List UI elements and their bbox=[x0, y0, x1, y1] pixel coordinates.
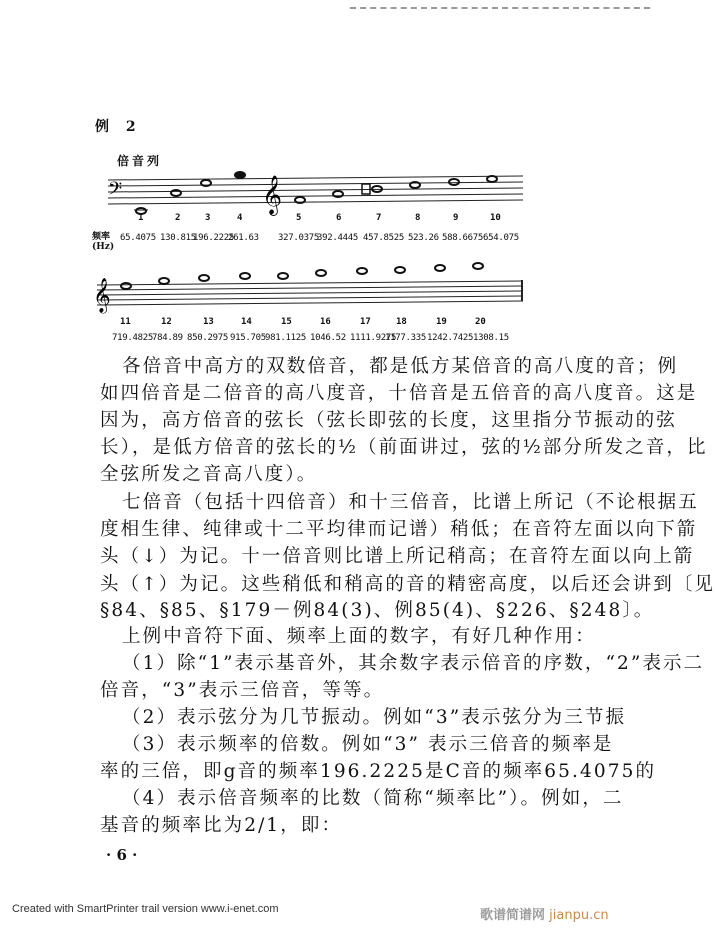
harmonic-number: 14 bbox=[241, 317, 252, 327]
harmonic-frequency: 588.6675 bbox=[442, 233, 483, 243]
harmonic-frequency: 719.4825 bbox=[112, 333, 153, 343]
body-line: 上例中音符下面、频率上面的数字，有好几种作用： bbox=[122, 626, 596, 647]
harmonic-number: 9 bbox=[453, 213, 459, 223]
harmonic-number: 5 bbox=[296, 213, 302, 223]
harmonic-number: 17 bbox=[360, 317, 371, 327]
frequency-label-text: 频率 bbox=[92, 232, 111, 242]
bass-clef-icon: 𝄢 bbox=[108, 179, 123, 204]
harmonic-frequency: 196.2225 bbox=[193, 233, 234, 243]
body-line: 全弦所发之音高八度）。 bbox=[100, 464, 318, 485]
body-line: 头（↓）为记。十一倍音则比谱上所记稍高；在音符左面以向上箭 bbox=[100, 546, 695, 567]
body-line: 如四倍音是二倍音的高八度音，十倍音是五倍音的高八度音。这是 bbox=[100, 383, 698, 404]
harmonic-number: 15 bbox=[281, 317, 292, 327]
harmonic-frequency: 457.8525 bbox=[363, 233, 404, 243]
harmonic-frequency: 130.815 bbox=[160, 233, 196, 243]
harmonic-frequency: 65.4075 bbox=[120, 233, 156, 243]
watermark-cn: 歌谱简谱网 bbox=[480, 908, 546, 923]
body-line: （3）表示频率的倍数。例如“3” 表示三倍音的频率是 bbox=[122, 734, 614, 755]
page-number: · 6 · bbox=[106, 846, 138, 864]
harmonic-frequency: 261.63 bbox=[228, 233, 259, 243]
staff-bass bbox=[108, 176, 523, 204]
treble-clef-icon: 𝄞 bbox=[262, 175, 283, 215]
harmonic-frequency: 392.4445 bbox=[317, 233, 358, 243]
harmonic-number: 2 bbox=[175, 213, 181, 223]
music-staves bbox=[0, 0, 656, 360]
body-line: 各倍音中高方的双数倍音，都是低方某倍音的高八度的音；例 bbox=[122, 356, 679, 377]
harmonic-number: 16 bbox=[320, 317, 331, 327]
harmonic-number: 1 bbox=[138, 213, 144, 223]
body-line: 因为，高方倍音的弦长（弦长即弦的长度，这里指分节振动的弦 bbox=[100, 410, 677, 431]
body-line: （2）表示弦分为几节振动。例如“3”表示弦分为三节振 bbox=[122, 707, 627, 728]
harmonic-number: 19 bbox=[436, 317, 447, 327]
harmonic-number: 13 bbox=[203, 317, 214, 327]
body-line: 长），是低方倍音的弦长的½（前面讲过，弦的½部分所发之音，比 bbox=[100, 437, 708, 458]
harmonic-number: 7 bbox=[376, 213, 382, 223]
body-line: §84、§85、§179－例84(3)、例85(4)、§226、§248〕。 bbox=[100, 600, 655, 621]
harmonic-number: 3 bbox=[205, 213, 211, 223]
watermark bbox=[480, 904, 609, 923]
harmonic-frequency: 1177.335 bbox=[385, 333, 426, 343]
harmonic-number: 20 bbox=[475, 317, 486, 327]
staff-2-notes bbox=[121, 263, 483, 289]
harmonic-frequency: 1111.9275 bbox=[350, 333, 397, 343]
harmonic-number: 8 bbox=[415, 213, 421, 223]
harmonic-frequency: 523.26 bbox=[408, 233, 439, 243]
body-line: （4）表示倍音频率的比数（简称“频率比”）。例如，二 bbox=[122, 788, 624, 809]
harmonic-frequency: 327.0375 bbox=[278, 233, 319, 243]
harmonic-number: 4 bbox=[237, 213, 243, 223]
harmonic-frequency: 1308.15 bbox=[473, 333, 509, 343]
body-line: 度相生律、纯律或十二平均律而记谱）稍低；在音符左面以向下箭 bbox=[100, 519, 698, 540]
body-line: 基音的频率比为2/1，即： bbox=[100, 815, 343, 836]
harmonic-frequency: 784.89 bbox=[152, 333, 183, 343]
treble-clef-icon: 𝄞 bbox=[93, 278, 111, 313]
body-line: 率的三倍，即g音的频率196.2225是C音的频率65.4075的 bbox=[100, 761, 657, 782]
harmonic-number: 18 bbox=[396, 317, 407, 327]
frequency-label bbox=[92, 232, 114, 252]
example-label: 例 2 bbox=[95, 119, 142, 135]
harmonic-number: 12 bbox=[161, 317, 172, 327]
harmonic-number: 11 bbox=[120, 317, 131, 327]
watermark-url: jianpu.cn bbox=[549, 908, 609, 923]
frequency-unit: (Hz) bbox=[92, 242, 115, 252]
body-line: 倍音，“3”表示三倍音，等等。 bbox=[100, 680, 385, 701]
harmonic-frequency: 1046.52 bbox=[310, 333, 346, 343]
harmonic-frequency: 915.705 bbox=[230, 333, 266, 343]
body-line: 头（↑）为记。这些稍低和稍高的音的精密高度，以后还会讲到〔见 bbox=[100, 574, 715, 595]
harmonic-frequency: 1242.7425 bbox=[427, 333, 474, 343]
series-title: 倍音列 bbox=[117, 154, 163, 168]
harmonic-frequency: 850.2975 bbox=[187, 333, 228, 343]
body-line: （1）除“1”表示基音外，其余数字表示倍音的序数，“2”表示二 bbox=[122, 653, 705, 674]
harmonic-number: 6 bbox=[336, 213, 342, 223]
harmonic-frequency: 654.075 bbox=[483, 233, 519, 243]
harmonic-frequency: 981.1125 bbox=[265, 333, 306, 343]
footer-credit: Created with SmartPrinter trail version www.i-enet.com bbox=[12, 903, 279, 915]
body-line: 七倍音（包括十四倍音）和十三倍音，比谱上所记（不论根据五 bbox=[122, 492, 699, 513]
harmonic-number: 10 bbox=[490, 213, 501, 223]
